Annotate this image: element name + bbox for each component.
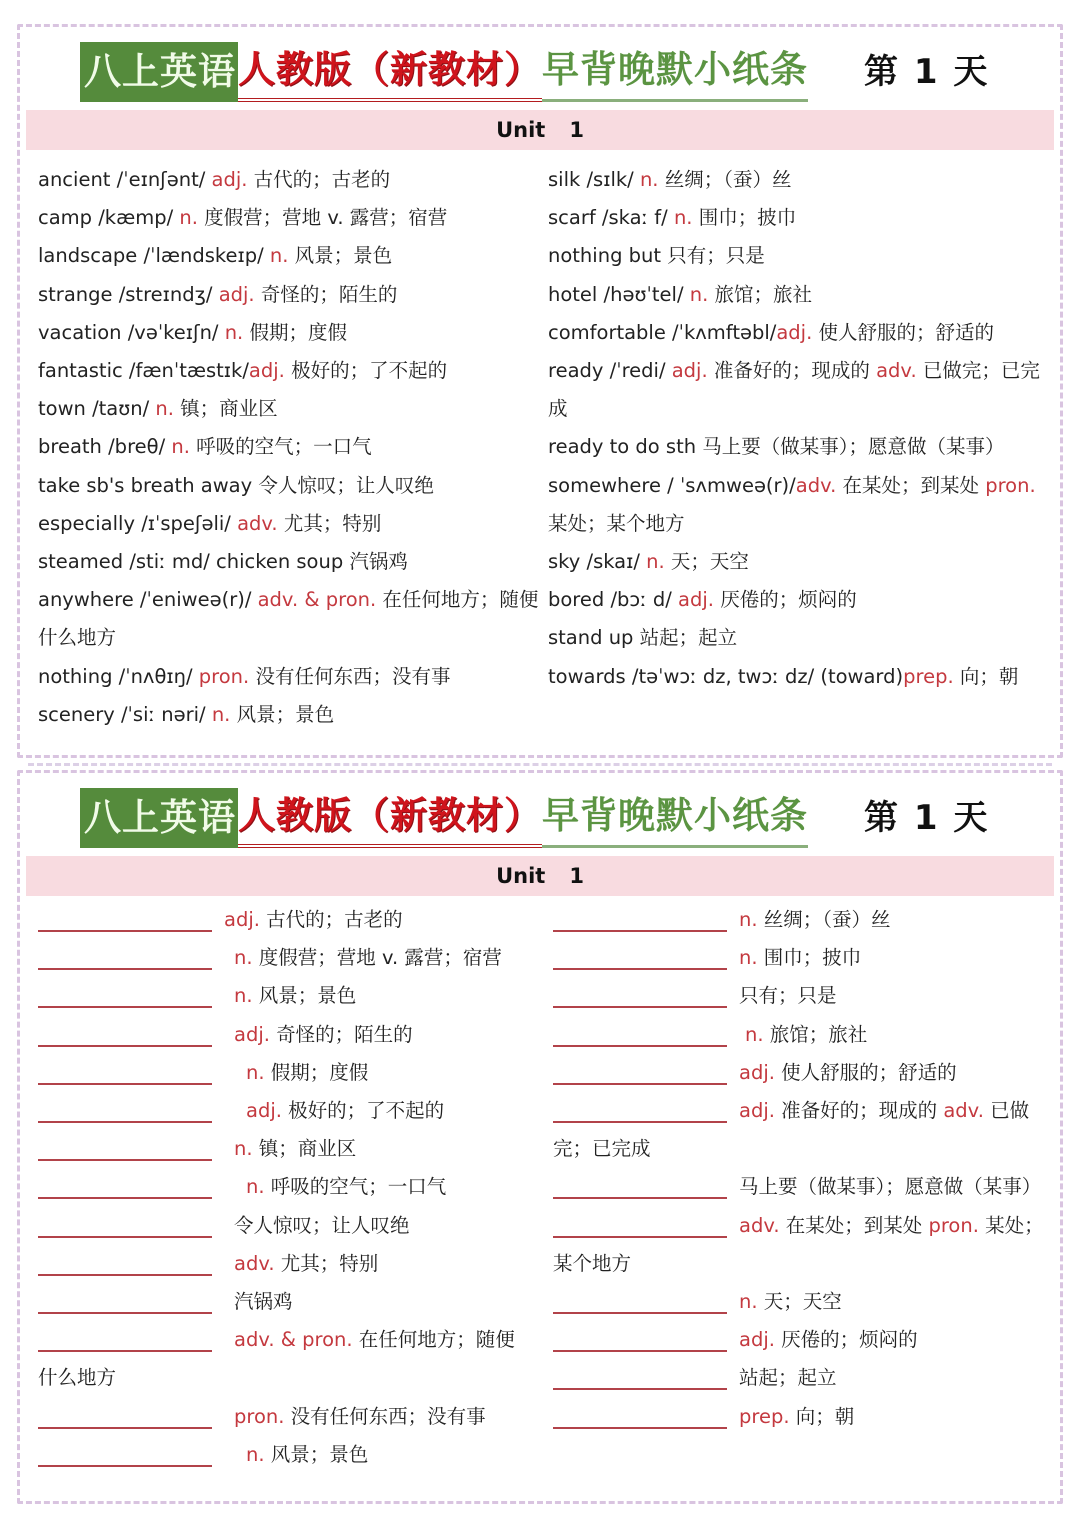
unit-number: 1	[569, 118, 584, 142]
answer-blank[interactable]	[553, 1398, 727, 1429]
unit-label: Unit	[496, 864, 546, 888]
quiz-row: adv. & pron. 在任何地方；随便	[38, 1321, 553, 1359]
answer-blank[interactable]	[38, 901, 212, 932]
answer-blank[interactable]	[38, 1321, 212, 1352]
answer-blank[interactable]	[553, 939, 727, 970]
answer-blank[interactable]	[38, 1016, 212, 1047]
answer-blank[interactable]	[38, 1245, 212, 1276]
vocab-entry: hotel /həʊˈtel/ n. 旅馆；旅社	[548, 282, 812, 306]
vocab-sheet	[17, 24, 1063, 758]
vocab-entry: ready to do sth 马上要（做某事）；愿意做（某事）	[548, 435, 1005, 459]
quiz-row: 汽锅鸡	[38, 1283, 553, 1321]
title-edition: 人教版（新教材）	[238, 42, 542, 102]
vocab-entry: strange /streɪndʒ/ adj. 奇怪的；陌生的	[38, 282, 398, 306]
quiz-row: n. 旅馆；旅社	[553, 1016, 1048, 1054]
title-day: 第 1 天	[864, 798, 990, 838]
vocab-entry: nothing but 只有；只是	[548, 244, 765, 268]
quiz-row: adj. 极好的；了不起的	[38, 1092, 553, 1130]
quiz-row: adj. 使人舒服的；舒适的	[553, 1054, 1048, 1092]
vocab-entry: towards /təˈwɔː dz, twɔː dz/ (toward)prep. 向；朝	[548, 664, 1019, 688]
title-note: 早背晚默小纸条	[542, 788, 808, 848]
quiz-row: adj. 古代的；古老的	[38, 901, 553, 939]
vocab-entry: vacation /vəˈkeɪʃn/ n. 假期；度假	[38, 320, 347, 344]
quiz-row: adj. 准备好的；现成的 adv. 已做	[553, 1092, 1048, 1130]
answer-blank[interactable]	[38, 1168, 212, 1199]
quiz-row: n. 围巾；披巾	[553, 939, 1048, 977]
answer-blank[interactable]	[553, 1359, 727, 1390]
quiz-wrap-line: 完；已完成	[553, 1137, 651, 1161]
quiz-column-right	[553, 901, 1048, 1474]
quiz-row: n. 假期；度假	[38, 1054, 553, 1092]
vocab-entry: somewhere / ˈsʌmweə(r)/adv. 在某处；到某处 pron. 某处；某个地方	[548, 473, 1036, 535]
unit-label: Unit	[496, 118, 546, 142]
quiz-row: 站起；起立	[553, 1359, 1048, 1397]
answer-blank[interactable]	[553, 901, 727, 932]
quiz-row: adj. 奇怪的；陌生的	[38, 1016, 553, 1054]
vocab-entry: breath /breθ/ n. 呼吸的空气；一口气	[38, 435, 372, 459]
answer-blank[interactable]	[38, 1283, 212, 1314]
title-day: 第 1 天	[864, 52, 990, 92]
quiz-row: n. 度假营；营地 v. 露营；宿营	[38, 939, 553, 977]
answer-blank[interactable]	[553, 977, 727, 1008]
vocab-entry: stand up 站起；起立	[548, 626, 738, 650]
quiz-row: adj. 厌倦的；烦闷的	[553, 1321, 1048, 1359]
vocab-entry: silk /sɪlk/ n. 丝绸；（蚕）丝	[548, 168, 792, 191]
answer-blank[interactable]	[553, 1092, 727, 1123]
quiz-wrap-line: 某个地方	[553, 1251, 632, 1275]
answer-blank[interactable]	[553, 1283, 727, 1314]
quiz-wrap-line: 什么地方	[38, 1366, 117, 1390]
vocab-entry: landscape /ˈlændskeɪp/ n. 风景；景色	[38, 244, 393, 268]
vocab-entry: bored /bɔː d/ adj. 厌倦的；烦闷的	[548, 588, 857, 612]
unit-bar	[26, 856, 1054, 896]
answer-blank[interactable]	[38, 939, 212, 970]
quiz-row: prep. 向；朝	[553, 1398, 1048, 1436]
title-note: 早背晚默小纸条	[542, 42, 808, 102]
quiz-row: n. 天；天空	[553, 1283, 1048, 1321]
title-edition: 人教版（新教材）	[238, 788, 542, 848]
vocab-entry: anywhere /ˈeniweə(r)/ adv. & pron. 在任何地方；随便什么地方	[38, 588, 539, 650]
quiz-row: pron. 没有任何东西；没有事	[38, 1398, 553, 1436]
answer-blank[interactable]	[553, 1321, 727, 1352]
vocab-column-right	[548, 161, 1048, 734]
vocab-entry: scarf /skaː f/ n. 围巾；披巾	[548, 206, 797, 230]
vocab-entry: fantastic /fænˈtæstɪk/adj. 极好的；了不起的	[38, 359, 448, 383]
answer-blank[interactable]	[38, 977, 212, 1008]
unit-bar	[26, 110, 1054, 150]
vocab-entry: ready /ˈredi/ adj. 准备好的；现成的 adv. 已做完；已完成	[548, 359, 1040, 421]
answer-blank[interactable]	[553, 1054, 727, 1085]
vocab-entry: camp /kæmp/ n. 度假营；营地 v. 露营；宿营	[38, 206, 448, 230]
quiz-column-left	[38, 901, 553, 1474]
vocab-entry: scenery /ˈsiː nəri/ n. 风景；景色	[38, 702, 335, 726]
vocab-entry: town /taʊn/ n. 镇；商业区	[38, 397, 278, 421]
vocab-entry: take sb's breath away 令人惊叹；让人叹绝	[38, 473, 434, 497]
vocab-entry: nothing /ˈnʌθɪŋ/ pron. 没有任何东西；没有事	[38, 664, 451, 688]
vocab-entry: steamed /stiː md/ chicken soup 汽锅鸡	[38, 550, 408, 574]
quiz-row: n. 风景；景色	[38, 1436, 553, 1474]
quiz-row: n. 丝绸；（蚕）丝	[553, 901, 1048, 939]
quiz-row: n. 镇；商业区	[38, 1130, 553, 1168]
quiz-row: 只有；只是	[553, 977, 1048, 1015]
vocab-entry: comfortable /ˈkʌmftəbl/adj. 使人舒服的；舒适的	[548, 320, 994, 344]
vocab-entry: especially /ɪˈspeʃəli/ adv. 尤其；特别	[38, 511, 382, 535]
quiz-row: 令人惊叹；让人叹绝	[38, 1207, 553, 1245]
title-grade: 八上英语	[80, 788, 238, 848]
answer-blank[interactable]	[38, 1398, 212, 1429]
page-title	[80, 41, 1050, 103]
answer-blank[interactable]	[38, 1436, 212, 1467]
answer-blank[interactable]	[553, 1168, 727, 1199]
quiz-sheet	[17, 770, 1063, 1504]
unit-number: 1	[569, 864, 584, 888]
quiz-row: n. 风景；景色	[38, 977, 553, 1015]
title-grade: 八上英语	[80, 42, 238, 102]
vocab-entry: ancient /ˈeɪnʃənt/ adj. 古代的；古老的	[38, 168, 391, 191]
quiz-row: 马上要（做某事）；愿意做（某事）	[553, 1168, 1048, 1206]
vocab-column-left	[38, 161, 548, 734]
quiz-columns	[38, 901, 1048, 1474]
vocab-columns	[38, 161, 1048, 734]
answer-blank[interactable]	[38, 1092, 212, 1123]
answer-blank[interactable]	[553, 1207, 727, 1238]
quiz-row: n. 呼吸的空气；一口气	[38, 1168, 553, 1206]
answer-blank[interactable]	[38, 1054, 212, 1085]
vocab-entry: sky /skaɪ/ n. 天；天空	[548, 550, 749, 574]
answer-blank[interactable]	[38, 1207, 212, 1238]
quiz-row: adv. 在某处；到某处 pron. 某处；	[553, 1207, 1048, 1245]
page-title	[80, 787, 1050, 849]
quiz-row: adv. 尤其；特别	[38, 1245, 553, 1283]
answer-blank[interactable]	[553, 1016, 727, 1047]
answer-blank[interactable]	[38, 1130, 212, 1161]
